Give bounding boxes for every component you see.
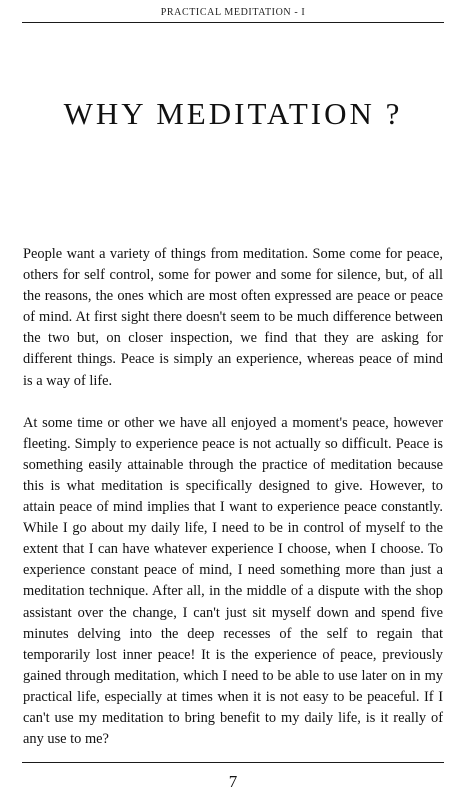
page-header (0, 0, 466, 24)
footer-rule (22, 762, 444, 763)
header-rule (22, 22, 444, 23)
body-text (23, 244, 443, 750)
chapter-title: WHY MEDITATION ? (63, 96, 403, 131)
paragraph-1: People want a variety of things from meditation. Some come for peace, others for self control, some for power and some for silence, but, of all the reasons, the ones which are most often expressed are peace or peace of mind. At first sight there doesn't seem to be much difference between the two but, on closer inspection, we find that they are asking for different things. Peace is simply an experience, whereas peace of mind is a way of life. (23, 246, 443, 389)
running-header: PRACTICAL MEDITATION - I (160, 7, 306, 18)
page-number: 7 (228, 772, 238, 791)
paragraph-2: At some time or other we have all enjoyed a moment's peace, however fleeting. Simply to experience peace is not actually so difficult. Peace is something easily attainable through the practice of meditation because this is what meditation is specifically designed to give. However, to attain peace of mind implies that I want to experience peace constantly. While I go about my daily life, I need to be in control of myself to the extent that I can have whatever experience I choose, when I choose. To experience constant peace of mind, I need something more than just a meditation technique. After all, in the middle of a dispute with the shop assistant over the change, I can't just sit myself down and spend five minutes delving into the deep recesses of the self to regain that temporarily lost inner peace! It is the experience of peace, previously gained through meditation, which I need to be able to use later on in my practical life, especially at times when it is not easy to be peaceful. If I can't use my meditation to bring benefit to my daily life, is it really of any use to me? (23, 414, 443, 748)
